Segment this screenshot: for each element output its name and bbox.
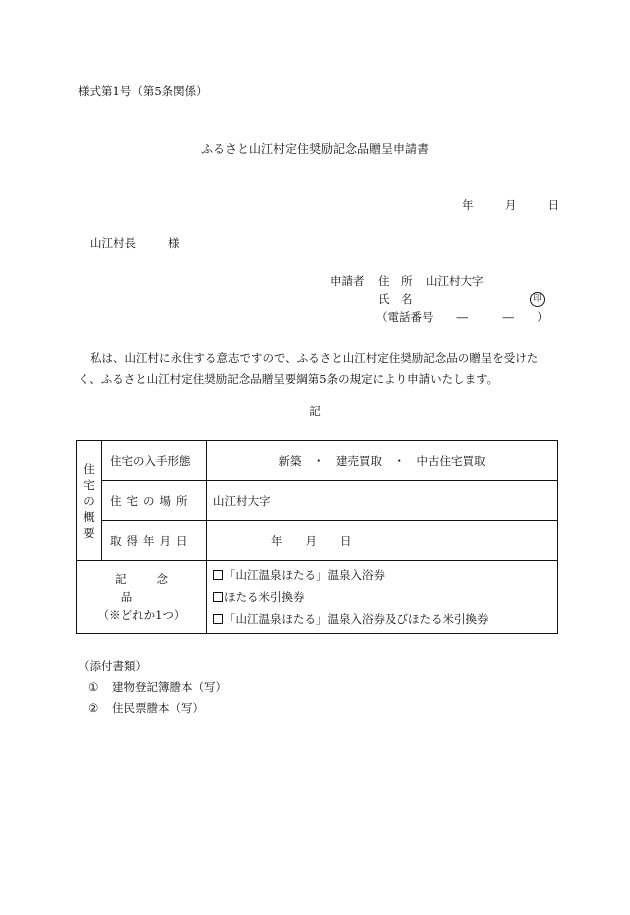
addressee-name: 山江村長: [90, 236, 136, 250]
checkbox-icon[interactable]: [213, 570, 223, 580]
gift-option[interactable]: 「山江温泉ほたる」温泉入浴券及びほたる米引換券: [213, 608, 551, 630]
date-day: 日: [547, 198, 560, 212]
commemorative-gift-label: 記念品 （※どれか1つ）: [77, 561, 207, 634]
housing-summary-label: 住 宅 の 概 要: [77, 441, 102, 561]
table-row: [77, 481, 558, 521]
date-line: [462, 200, 559, 212]
housing-location-label: 住宅の場所: [102, 481, 207, 521]
acquisition-date-value[interactable]: 年 月 日: [207, 521, 558, 561]
acquisition-date-label: 取得年月日: [102, 521, 207, 561]
attachments: [78, 656, 227, 719]
seal-mark: 印: [530, 292, 545, 307]
addressee-honorific: 様: [168, 236, 180, 250]
application-statement: 私は、山江村に永住する意志ですので、ふるさと山江村定住奨励記念品の贈呈を受けたく、ふるさと山江村定住奨励記念品贈呈要綱第5条の規定により申請いたします。: [78, 351, 539, 386]
table-row: [77, 561, 558, 634]
applicant-phone: （電話番号 ― ― ）: [376, 310, 549, 324]
application-table: [76, 440, 558, 634]
list-item: ② 住民票謄本（写）: [88, 701, 204, 715]
gift-options: [207, 561, 558, 634]
document-title: ふるさと山江村定住奨励記念品贈呈申請書: [200, 142, 429, 156]
gift-option[interactable]: ほたる米引換券: [213, 586, 551, 608]
attachments-heading: （添付書類）: [78, 659, 147, 673]
list-item: ① 建物登記簿謄本（写）: [88, 680, 227, 694]
applicant-address-value: 山江村大字: [426, 274, 484, 288]
housing-location-value[interactable]: 山江村大字: [207, 481, 558, 521]
addressee: [90, 238, 180, 250]
applicant-label: 申請者: [330, 274, 365, 288]
acquisition-type-label: 住宅の入手形態: [102, 441, 207, 481]
ki-heading: 記: [309, 404, 321, 418]
acquisition-type-value[interactable]: 新築 ・ 建売買取 ・ 中古住宅買取: [207, 441, 558, 481]
applicant-name-label: 氏 名: [378, 292, 413, 306]
date-month: 月: [504, 198, 517, 212]
table-row: [77, 441, 558, 481]
checkbox-icon[interactable]: [213, 592, 223, 602]
date-year: 年: [462, 198, 474, 212]
checkbox-icon[interactable]: [213, 614, 223, 624]
gift-option[interactable]: 「山江温泉ほたる」温泉入浴券: [213, 564, 551, 586]
applicant-address-label: 住 所: [378, 274, 413, 288]
form-number: 様式第1号（第5条関係）: [78, 84, 208, 98]
table-row: [77, 521, 558, 561]
